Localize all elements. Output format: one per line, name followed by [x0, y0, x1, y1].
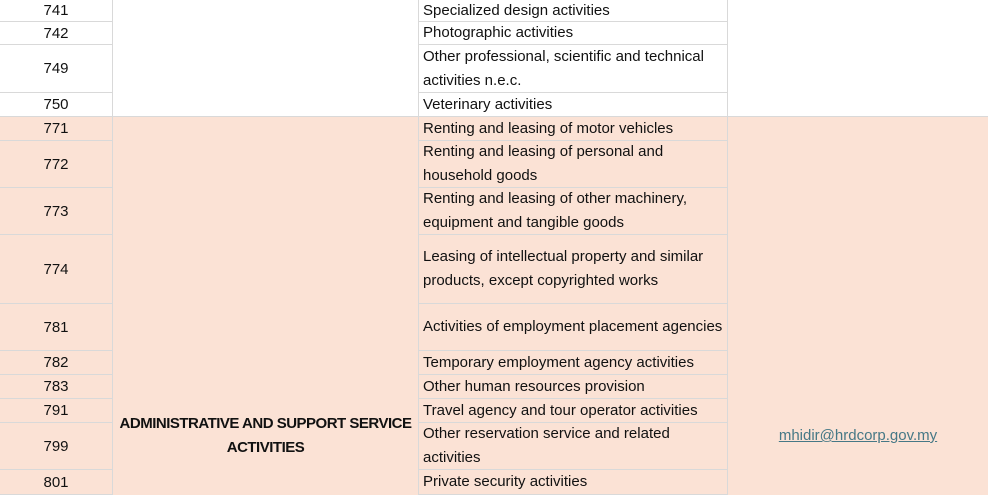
code-cell[interactable]: 774: [0, 235, 113, 304]
sector-name: ADMINISTRATIVE AND SUPPORT SERVICE ACTIVITIES: [119, 415, 412, 456]
description-text: Other human resources provision: [423, 377, 645, 395]
code-cell[interactable]: 781: [0, 304, 113, 351]
sector-cell[interactable]: [113, 117, 419, 495]
description-text: Other reservation service and related activities: [423, 425, 670, 466]
code-cell[interactable]: 749: [0, 45, 113, 93]
sector-cell-upper[interactable]: [113, 0, 419, 117]
description-text: Leasing of intellectual property and similar products, except copyrighted works: [423, 248, 704, 289]
description-text: Renting and leasing of motor vehicles: [423, 119, 674, 137]
description-cell[interactable]: [419, 45, 728, 93]
code-cell[interactable]: 750: [0, 93, 113, 117]
code-cell[interactable]: 772: [0, 141, 113, 188]
description-cell[interactable]: [419, 423, 728, 470]
description-cell[interactable]: [419, 375, 728, 399]
description-text: Specialized design activities: [423, 1, 610, 19]
description-cell[interactable]: [419, 0, 728, 22]
description-cell[interactable]: [419, 399, 728, 423]
description-text: Other professional, scientific and technical activities n.e.c.: [423, 47, 704, 89]
description-text: Temporary employment agency activities: [423, 353, 694, 371]
description-cell[interactable]: [419, 188, 728, 235]
description-cell[interactable]: [419, 93, 728, 117]
description-text: Travel agency and tour operator activities: [423, 401, 698, 419]
description-text: Activities of employment placement agencies: [423, 318, 723, 335]
description-cell[interactable]: [419, 470, 728, 495]
description-cell[interactable]: [419, 304, 728, 351]
contact-cell-upper[interactable]: [728, 0, 988, 117]
description-cell[interactable]: [419, 141, 728, 188]
description-text: Renting and leasing of personal and household goods: [423, 143, 664, 184]
code-cell[interactable]: 791: [0, 399, 113, 423]
description-text: Photographic activities: [423, 24, 574, 41]
code-cell[interactable]: 742: [0, 22, 113, 45]
description-cell[interactable]: [419, 351, 728, 375]
description-text: Veterinary activities: [423, 95, 553, 113]
code-cell[interactable]: 799: [0, 423, 113, 470]
contact-cell[interactable]: [728, 117, 988, 495]
code-cell[interactable]: 741: [0, 0, 113, 22]
code-cell[interactable]: 801: [0, 470, 113, 495]
email-link[interactable]: mhidir@hrdcorp.gov.my: [778, 427, 938, 444]
description-cell[interactable]: [419, 117, 728, 141]
description-text: Private security activities: [423, 473, 588, 490]
code-cell[interactable]: 783: [0, 375, 113, 399]
description-cell[interactable]: [419, 22, 728, 45]
code-cell[interactable]: 782: [0, 351, 113, 375]
description-cell[interactable]: [419, 235, 728, 304]
code-cell[interactable]: 773: [0, 188, 113, 235]
description-text: Renting and leasing of other machinery, equipment and tangible goods: [423, 190, 688, 231]
code-cell[interactable]: 771: [0, 117, 113, 141]
